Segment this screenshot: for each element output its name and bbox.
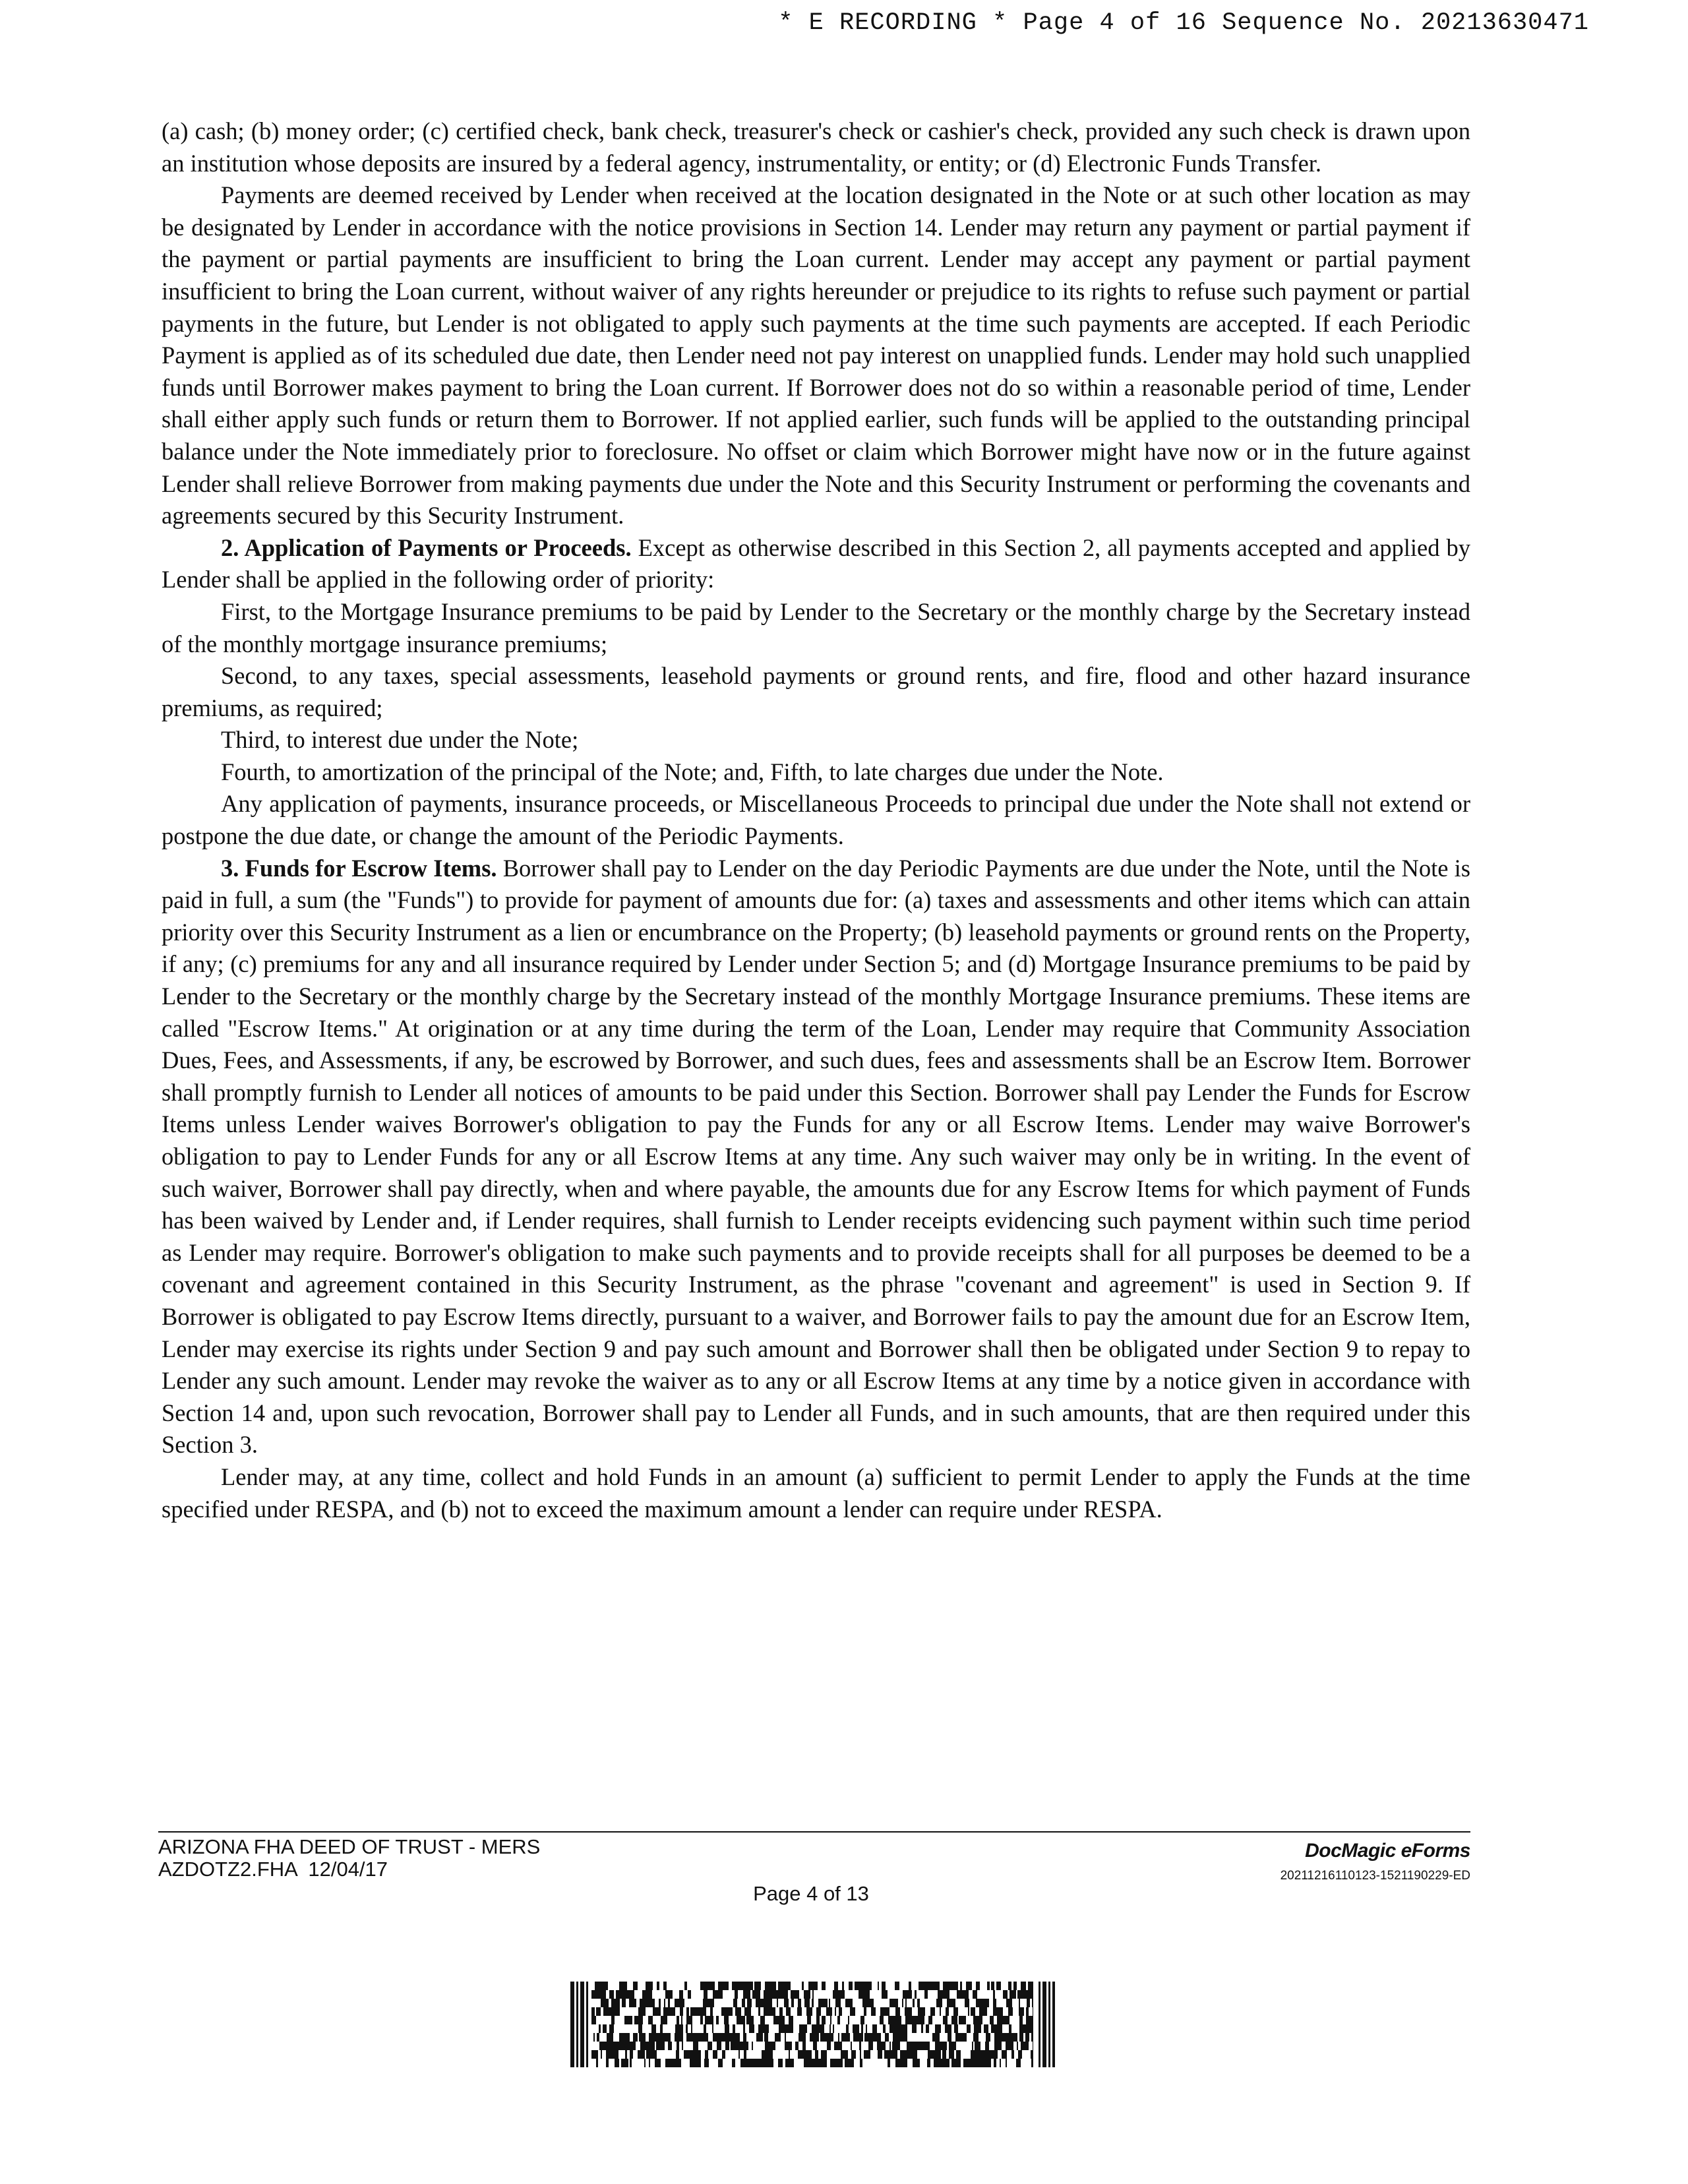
barcode xyxy=(570,1982,1055,2067)
footer-brand-info xyxy=(1281,1840,1470,1883)
section-2-heading: 2. Application of Payments or Proceeds. xyxy=(221,533,632,561)
recording-header: * E RECORDING * Page 4 of 16 Sequence No. 20213630471 xyxy=(778,9,1589,37)
docmagic-logo: DocMagic eForms xyxy=(1305,1840,1470,1862)
section-2-text: Except as otherwise described in this Section 2, all payments accepted and applied by Lender shall be applied in the following order of priority: xyxy=(162,533,1470,593)
form-title: ARIZONA FHA DEED OF TRUST - MERS xyxy=(158,1835,541,1858)
document-body xyxy=(162,115,1470,1525)
paragraph-respa: Lender may, at any time, collect and hold Funds in an amount (a) sufficient to permit Lender to apply the Funds at the time specified under RESPA, and (b) not to exceed the maximum amount a lender can require under RESPA. xyxy=(162,1463,1470,1523)
section-3-funds-for-escrow xyxy=(162,853,1470,1461)
footer-divider xyxy=(158,1831,1470,1833)
paragraph-payments-received: Payments are deemed received by Lender when received at the location designated in the Note or at such other location as may be designated by Lender in accordance with the notice provisions in Section 14. Lender may return any payment or partial payment if the payment or partial payments are insufficient to bring the Loan current. Lender may accept any payment or partial payment insufficient to bring the Loan current, without waiver of any rights hereunder or prejudice to its rights to refuse such payment or partial payments in the future, but Lender is not obligated to apply such payments at the time such payments are accepted. If each Periodic Payment is applied as of its scheduled due date, then Lender need not pay interest on unapplied funds. Lender may hold such unapplied funds until Borrower makes payment to bring the Loan current. If Borrower does not do so within a reasonable period of time, Lender shall either apply such funds or return them to Borrower. If not applied earlier, such funds will be applied to the outstanding principal balance under the Note immediately prior to foreclosure. No offset or claim which Borrower might have now or in the future against Lender shall relieve Borrower from making payments due under the Note and this Security Instrument or performing the covenants and agreements secured by this Security Instrument. xyxy=(162,181,1470,530)
section-2-application-of-payments xyxy=(162,532,1470,596)
priority-fourth: Fourth, to amortization of the principal of the Note; and, Fifth, to late charges due under the Note. xyxy=(221,758,1164,785)
paragraph-any-application: Any application of payments, insurance proceeds, or Miscellaneous Proceeds to principal due under the Note shall not extend or postpone the due date, or change the amount of the Periodic Payments. xyxy=(162,790,1470,850)
paragraph-payment-forms: (a) cash; (b) money order; (c) certified check, bank check, treasurer's check or cashier's check, provided any such check is drawn upon an institution whose deposits are insured by a federal agency, instrumentality, or entity; or (d) Electronic Funds Transfer. xyxy=(162,117,1470,177)
page-number: Page 4 of 13 xyxy=(753,1882,869,1905)
section-3-heading: 3. Funds for Escrow Items. xyxy=(221,854,497,882)
form-code: AZDOTZ2.FHA 12/04/17 xyxy=(158,1858,388,1881)
document-id: 20211216110123-1521190229-ED xyxy=(1280,1869,1470,1883)
priority-first: First, to the Mortgage Insurance premiums to be paid by Lender to the Secretary or the monthly charge by the Secretary instead of the monthly mortgage insurance premiums; xyxy=(162,597,1470,657)
footer-form-info xyxy=(158,1836,540,1881)
priority-third: Third, to interest due under the Note; xyxy=(221,726,579,754)
section-3-text: Borrower shall pay to Lender on the day Periodic Payments are due under the Note, until the Note is paid in full, a sum (the "Funds") to provide for payment of amounts due for: (a) taxes and assessments and other items which can attain priority over this Security Instrument as a lien or encumbrance on the Property; (b) leasehold payments or ground rents on the Property, if any; (c) premiums for any and all insurance required by Lender under Section 5; and (d) Mortgage Insurance premiums to be paid by Lender to the Secretary or the monthly charge by the Secretary instead of the monthly Mortgage Insurance premiums. These items are called "Escrow Items." At origination or at any time during the term of the Loan, Lender may require that Community Association Dues, Fees, and Assessments, if any, be escrowed by Borrower, and such dues, fees and assessments shall be an Escrow Item. Borrower shall promptly furnish to Lender all notices of amounts to be paid under this Section. Borrower shall pay Lender the Funds for Escrow Items unless Lender waives Borrower's obligation to pay the Funds for any or all Escrow Items. Lender may waive Borrower's obligation to pay to Lender Funds for any or all Escrow Items at any time. Any such waiver may only be in writing. In the event of such waiver, Borrower shall pay directly, when and where payable, the amounts due for any Escrow Items for which payment of Funds has been waived by Lender and, if Lender requires, shall furnish to Lender receipts evidencing such payment within such time period as Lender may require. Borrower's obligation to make such payments and to provide receipts shall for all purposes be deemed to be a covenant and agreement contained in this Security Instrument, as the phrase "covenant and agreement" is used in Section 9. If Borrower is obligated to pay Escrow Items directly, pursuant to a waiver, and Borrower fails to pay the amount due for an Escrow Item, Lender may exercise its rights under Section 9 and pay such amount and Borrower shall then be obligated under Section 9 to repay to Lender any such amount. Lender may revoke the waiver as to any or all Escrow Items at any time by a notice given in accordance with Section 14 and, upon such revocation, Borrower shall pay to Lender all Funds, and in such amounts, that are then required under this Section 3. xyxy=(162,854,1470,1459)
priority-second: Second, to any taxes, special assessments, leasehold payments or ground rents, and fire, flood and other hazard insurance premiums, as required; xyxy=(162,662,1470,721)
